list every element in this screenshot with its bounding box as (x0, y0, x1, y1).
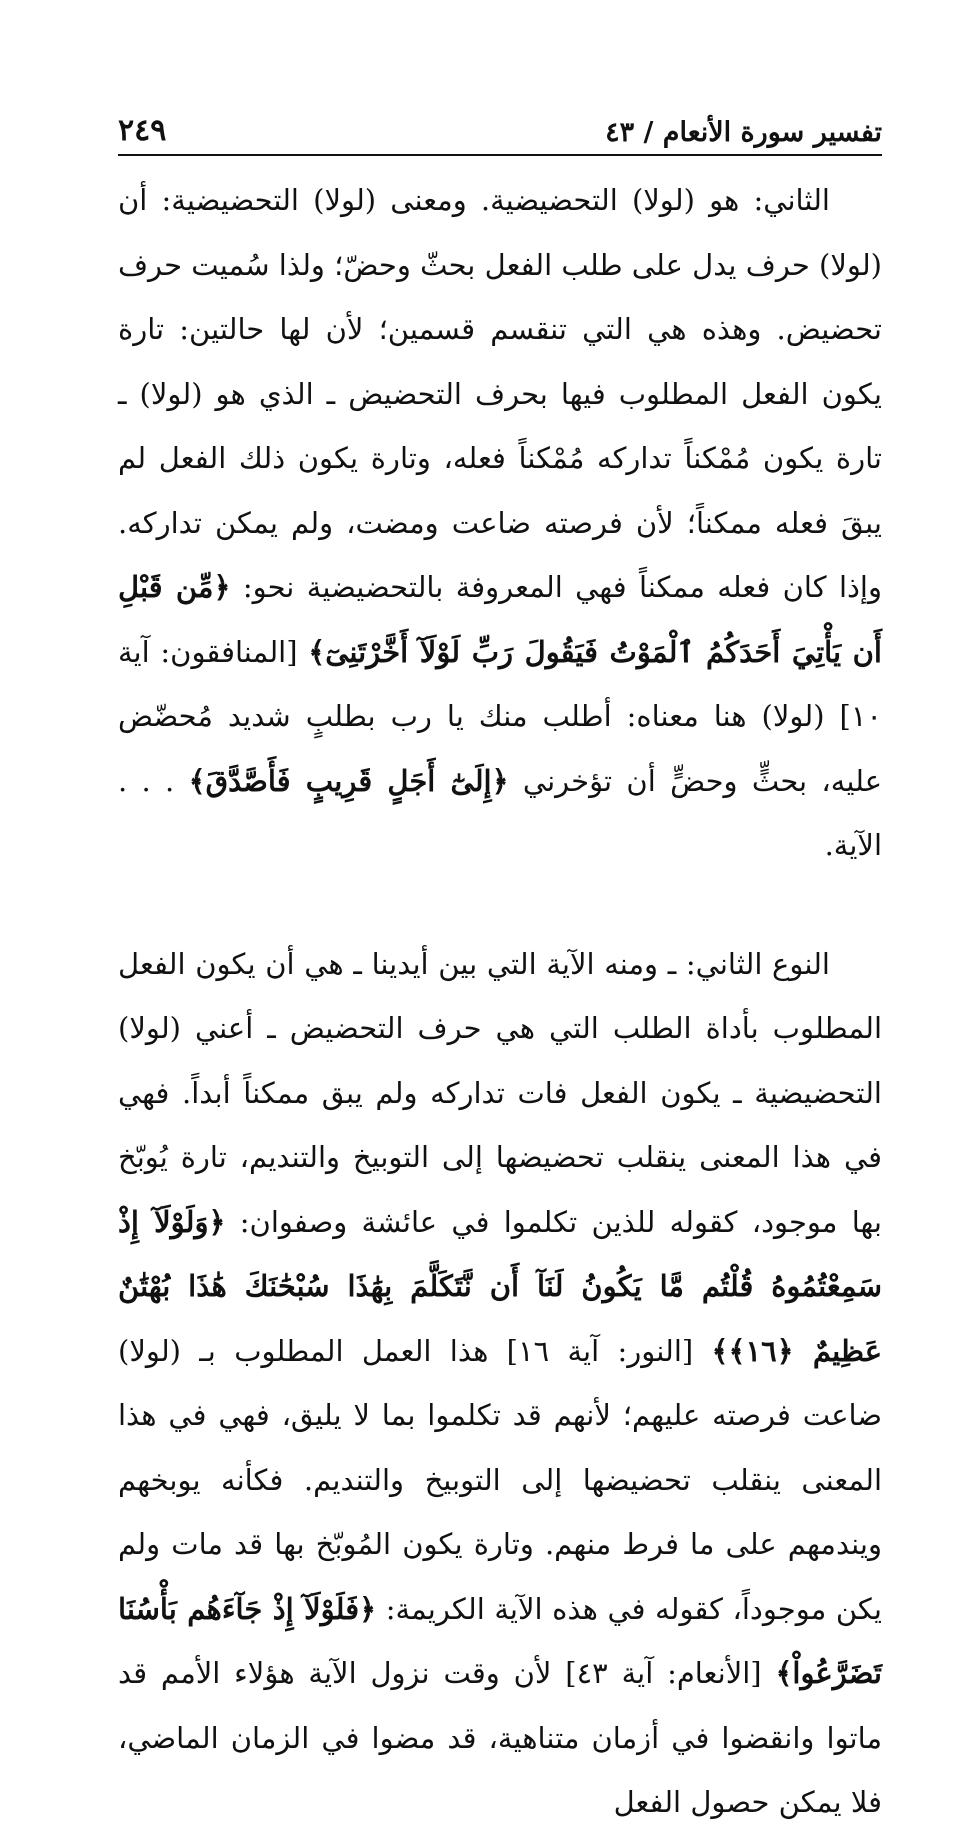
quran-verse: ﴿وَلَوْلَآ إِذْ سَمِعْتُمُوهُ قُلْتُم مَّا يَكُونُ لَنَآ أَن نَّتَكَلَّمَ بِهَٰذَا سُبْحَٰنَكَ هَٰذَا بُهْتَٰنٌ عَظِيمٌ ﴿١٦﴾﴾ (118, 1204, 882, 1368)
body-text (118, 168, 882, 1835)
text-segment: [المنافقون: آية ١٠] (لولا) هنا معناه: أطلب منك يا رب بطلبٍ شديد مُحضّض عليه، بحثٍّ وحضٍّ أن تؤخرني (118, 634, 882, 798)
text-segment: الثاني: هو (لولا) التحضيضية. ومعنى (لولا) التحضيضية: أن (لولا) حرف يدل على طلب الفعل بحثّ وحضّ؛ ولذا سُميت حرف تحضيض. وهذه هي التي تنقسم قسمين؛ لأن لها حالتين: تارة يكون الفعل المطلوب فيها بحرف التحضيض ـ الذي هو (لولا) ـ تارة يكون مُمْكناً تداركه مُمْكناً فعله، وتارة يكون ذلك الفعل لم يبقَ فعله ممكناً؛ لأن فرصته ضاعت ومضت، ولم يمكن تداركه. وإذا كان فعله ممكناً فهي المعروفة بالتحضيضية نحو: (118, 183, 882, 604)
text-segment: [الأنعام: آية ٤٣] لأن وقت نزول الآية هؤلاء الأمم قد ماتوا وانقضوا في أزمان متناهية، قد مضوا في الزمان الماضي، فلا يمكن حصول الفعل (118, 1656, 882, 1819)
quran-verse: ﴿إِلَىٰٓ أَجَلٍ قَرِيبٍ فَأَصَّدَّقَ﴾ (188, 763, 509, 798)
page-header (118, 92, 882, 156)
quran-verse: ﴿مِّن قَبْلِ أَن يَأْتِيَ أَحَدَكُمُ ٱلْمَوْتُ فَيَقُولَ رَبِّ لَوْلَآ أَخَّرْتَنِىٓ﴾ (118, 570, 882, 669)
running-title: تفسير سورة الأنعام / ٤٣ (605, 117, 882, 148)
text-segment: . . . الآية. (118, 763, 882, 862)
paragraph-2 (118, 932, 882, 1835)
page-number: ٢٤٩ (118, 113, 167, 148)
quran-verse: ﴿فَلَوْلَآ إِذْ جَآءَهُم بَأْسُنَا تَضَرَّعُواْ﴾ (118, 1591, 882, 1690)
text-segment: [النور: آية ١٦] هذا العمل المطلوب بـ (لولا) ضاعت فرصته عليهم؛ لأنهم قد تكلموا بما لا يليق، فهي في هذا المعنى ينقلب تحضيضها إلى التوبيخ والتنديم. فكأنه يوبخهم ويندمهم على ما فرط منهم. وتارة يكون المُوبّخ بها قد مات ولم يكن موجوداً، كقوله في هذه الآية الكريمة: (118, 1333, 882, 1626)
text-segment: النوع الثاني: ـ ومنه الآية التي بين أيدينا ـ هي أن يكون الفعل المطلوب بأداة الطلب التي هي حرف التحضيض ـ أعني (لولا) التحضيضية ـ يكون الفعل فات تداركه ولم يبق ممكناً أبداً. فهي في هذا المعنى ينقلب تحضيضها إلى التوبيخ والتنديم، تارة يُوبّخ بها موجود، كقوله للذين تكلموا في عائشة وصفوان: (118, 946, 882, 1239)
paragraph-1 (118, 168, 882, 878)
